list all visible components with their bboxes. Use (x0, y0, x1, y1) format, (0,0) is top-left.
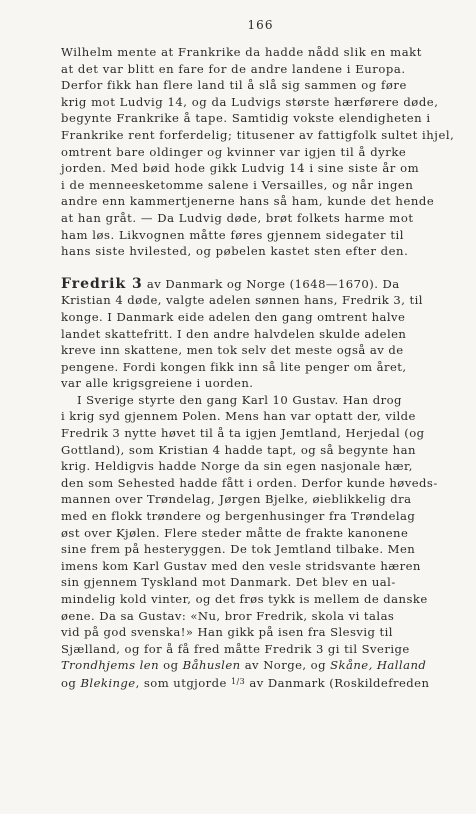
text-line: i de menneesketomme salene i Versailles, og når ingen (61, 177, 414, 192)
place-skane-halland: Skåne, Halland (330, 658, 427, 673)
place-bahuslen: Båhuslen (182, 658, 241, 673)
text-fragment: av Danmark (Roskildefreden (245, 675, 430, 690)
text-line: at det var blitt en fare for de andre landene i Europa. (61, 61, 406, 76)
text-line: Wilhelm mente at Frankrike da hadde nådd slik en makt (61, 45, 422, 59)
text-line: imens kom Karl Gustav med den vesle stridsvante hæren (61, 558, 421, 573)
text-line: landet skattefritt. I den andre halvdelen skulde adelen (61, 326, 407, 341)
text-fragment: , som utgjorde (135, 675, 231, 690)
text-line: ham løs. Likvognen måtte føres gjennem sidegater til (61, 227, 405, 242)
page-number: 166 (247, 18, 274, 32)
text-line: Derfor fikk han flere land til å slå sig sammen og føre (61, 78, 407, 93)
text-line: sin gjennem Tyskland mot Danmark. Det blev en ual- (61, 575, 396, 590)
text-line: vid på god svenska!» Han gikk på isen fra Slesvig til (61, 625, 393, 640)
text-line: Kristian 4 døde, valgte adelen sønnen hans, Fredrik 3, til (61, 293, 423, 308)
text-line: Sjælland, og for å få fred måtte Fredrik 3 gi til Sverige (61, 641, 410, 656)
text-line: krig. Heldigvis hadde Norge da sin egen nasjonale hær, (61, 459, 413, 474)
text-line: mannen over Trøndelag, Jørgen Bjelke, øieblikkelig dra (61, 492, 412, 507)
paragraph-sverige (61, 392, 454, 692)
text-line: krig mot Ludvig 14, og da Ludvigs største hærførere døde, (61, 94, 439, 109)
text-fragment: og (61, 675, 81, 690)
text-line: andre enn kammertjenerne hans så ham, kunde det hende (61, 194, 435, 209)
text-line: Gottland), som Kristian 4 hadde tapt, og så begynte han (61, 442, 416, 457)
text-line: den som Sehested hadde fått i orden. Derfor kunde høveds- (61, 475, 438, 490)
text-line: at han gråt. — Da Ludvig døde, brøt folkets harme mot (61, 210, 414, 225)
place-blekinge: Blekinge (80, 675, 136, 690)
text-line: begynte Frankrike å tape. Samtidig vokste elendigheten i (61, 111, 431, 126)
text-line: øst over Kjølen. Flere steder måtte de frakte kanonene (61, 525, 409, 540)
text-fragment: av Norge, og (240, 658, 331, 673)
section-heading: Fredrik 3 (61, 275, 143, 292)
section-gap (61, 260, 454, 276)
text-line: sine frem på hesteryggen. De tok Jemtland tilbake. Men (61, 542, 416, 557)
text-line: Frankrike rent forferdelig; titusener av fattigfolk sultet ihjel, (61, 127, 455, 142)
paragraph-ludvig (61, 44, 454, 260)
text-line: var alle krigsgreiene i uorden. (61, 376, 254, 391)
text-line-places (61, 657, 454, 674)
text-line: hans siste hvilested, og pøbelen kastet sten efter den. (61, 244, 409, 259)
section-fredrik-3 (61, 276, 454, 392)
text-line: omtrent bare oldinger og kvinner var igjen til å dyrke (61, 144, 407, 159)
text-line: mindelig kold vinter, og det frøs tykk is mellem de danske (61, 592, 428, 606)
text-line: Fredrik 3 nytte høvet til å ta igjen Jemtland, Herjedal (og (61, 426, 425, 441)
section-heading-line (61, 276, 454, 293)
text-line: jorden. Med bøid hode gikk Ludvig 14 i sine siste år om (61, 161, 420, 176)
text-line: kreve inn skattene, men tok selv det meste også av de (61, 343, 404, 358)
text-line: øene. Da sa Gustav: «Nu, bror Fredrik, skola vi talas (61, 608, 395, 623)
text-line: I Sverige styrte den gang Karl 10 Gustav. Han drog (77, 392, 402, 407)
text-line-blekinge (61, 674, 454, 692)
text-line: konge. I Danmark eide adelen den gang omtrent halve (61, 309, 406, 324)
place-trondhjems-len: Trondhjems len (61, 658, 160, 673)
text-fragment: og (159, 658, 183, 673)
fraction-one-third: 1/3 (230, 676, 246, 686)
text-line: i krig syd gjennem Polen. Mens han var optatt der, vilde (61, 409, 416, 424)
text-line: med en flokk trøndere og bergenhusinger fra Trøndelag (61, 509, 416, 524)
text-line: pengene. Fordi kongen fikk inn så lite penger om året, (61, 359, 407, 374)
heading-rest: av Danmark og Norge (1648—1670). Da (142, 276, 400, 291)
